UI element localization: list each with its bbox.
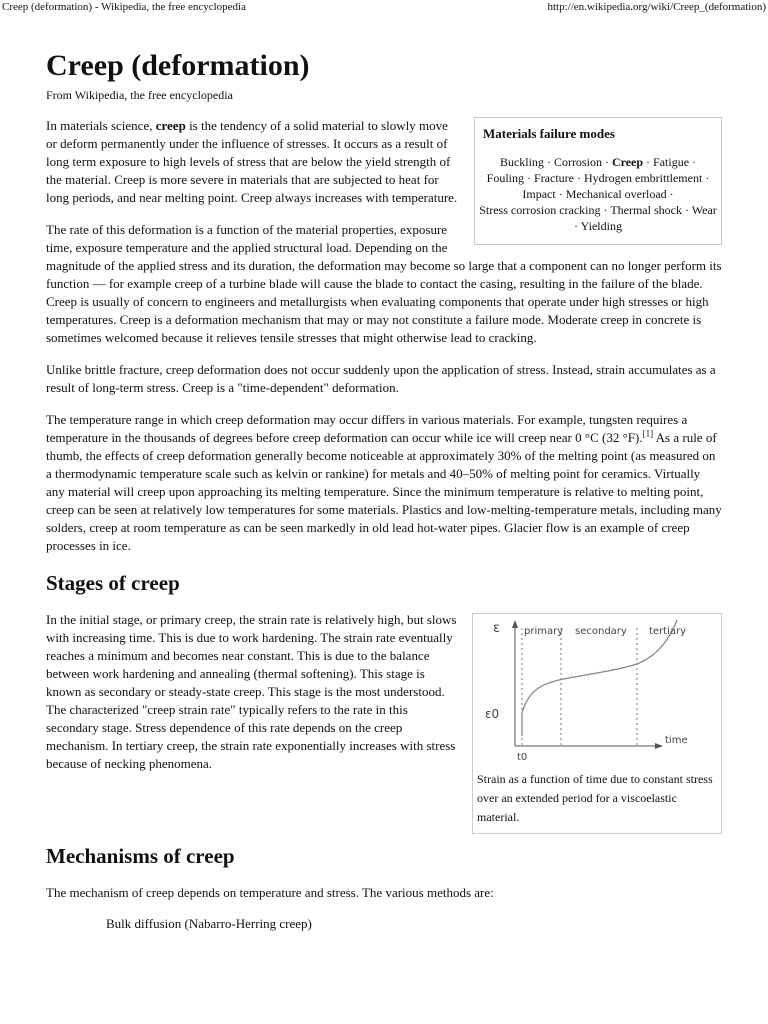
- browser-header: [0, 0, 768, 16]
- article-tagline: From Wikipedia, the free encyclopedia: [46, 88, 233, 102]
- creep-figure: [472, 613, 722, 834]
- list-item: Bulk diffusion (Nabarro-Herring creep): [106, 916, 312, 931]
- p1-bold-term: creep: [155, 118, 186, 133]
- t0-label: t0: [517, 752, 528, 763]
- y-axis-arrow: [512, 620, 518, 628]
- infobox-item[interactable]: Thermal shock: [610, 203, 682, 217]
- p1-post: is the tendency of a solid material to slowly move or deform permanently under the influence of stresses. It occurs as a result of long term exposure to high levels of stress that are below the yield strength of the material. Creep is more severe in materials that are subjected to heat for long periods, and near melting point. Creep always increases with temperature.: [46, 118, 458, 205]
- paragraph-stages: In the initial stage, or primary creep, the strain rate is relatively high, but slows with increasing time. This is due to work hardening. The strain rate eventually reaches a minimum and becomes near constant. This is due to the balance between work hardening and annealing (thermal softening). This stage is known as secondary or steady-state creep. This stage is the most understood. The characterized "creep strain rate" typically refers to the rate in this secondary stage. Stress dependence of this rate depends on the creep mechanism. In tertiary creep, the strain rate exponentially increases with stress because of necking phenomena.: [46, 612, 457, 771]
- infobox-failure-modes: [474, 117, 722, 245]
- article-content: [46, 46, 722, 932]
- section-heading-mechanisms: Mechanisms of creep: [46, 844, 235, 868]
- infobox-item[interactable]: Hydrogen embrittlement: [584, 171, 703, 185]
- reference-link[interactable]: [1]: [642, 428, 654, 439]
- infobox-item[interactable]: Corrosion: [553, 155, 602, 169]
- infobox-item[interactable]: Wear: [691, 203, 717, 217]
- figure-caption: Strain as a function of time due to constant stress over an extended period for a viscoelastic material.: [477, 772, 713, 824]
- infobox-item[interactable]: Impact: [522, 187, 556, 201]
- x-axis-label: time: [665, 735, 688, 746]
- infobox-list: Buckling · Corrosion · Creep · Fatigue · Fouling · Fracture · Hydrogen embrittlement · Impact · Mechanical overload · Stress corrosion cracking · Thermal shock · Wear · Yielding: [479, 155, 717, 233]
- infobox-title: Materials failure modes: [483, 126, 615, 141]
- paragraph-brittle: Unlike brittle fracture, creep deformation does not occur suddenly upon the application of stress. Instead, strain accumulates as a result of long-term stress. Creep is a "time-dependent" deformation.: [46, 362, 716, 395]
- infobox-item[interactable]: Fatigue: [653, 155, 690, 169]
- infobox-item[interactable]: Mechanical overload: [565, 187, 667, 201]
- y-axis-label: ε: [493, 621, 501, 636]
- infobox-item[interactable]: Fracture: [534, 171, 574, 185]
- creep-curve: [522, 620, 677, 736]
- page-title-bar: Creep (deformation) - Wikipedia, the free encyclopedia: [2, 1, 246, 13]
- p4-post: As a rule of thumb, the effects of creep deformation generally become noticeable at approximately 30% of the melting point (as measured on a thermodynamic temperature scale such as kelvin or rankine) for metals and 40–50% of melting point for ceramics. Virtually any material will creep upon approaching its melting temperature. Since the minimum temperature is relative to melting point, creep can be seen at relatively low temperatures for some materials. Plastics and low-melting-temperature metals, including many solders, creep at room temperature as can be seen markedly in old lead hot-water pipes. Glacier flow is an example of creep processes in ice.: [46, 430, 722, 553]
- infobox-item-current: Creep: [611, 155, 644, 169]
- infobox-item[interactable]: Buckling: [499, 155, 544, 169]
- article-title: Creep (deformation): [46, 49, 310, 82]
- creep-curve-chart[interactable]: [477, 618, 717, 766]
- p4-pre: The temperature range in which creep deformation may occur differs in various materials. For example, tungsten requires a temperature in the thousands of degrees before creep deformation can occur while ice will creep near 0 °C (32 °F).: [46, 412, 688, 445]
- stage-label-primary: primary: [524, 626, 564, 637]
- paragraph-mechanisms: The mechanism of creep depends on temperature and stress. The various methods are:: [46, 885, 494, 900]
- infobox-item[interactable]: Fouling: [486, 171, 525, 185]
- paragraph-temperature: [46, 411, 722, 555]
- x-axis-arrow: [655, 743, 663, 749]
- stage-label-tertiary: tertiary: [649, 626, 687, 637]
- epsilon0-label: ε0: [485, 707, 500, 721]
- stage-label-secondary: secondary: [575, 626, 627, 637]
- infobox-item[interactable]: Stress corrosion cracking: [479, 203, 601, 217]
- section-heading-stages: Stages of creep: [46, 571, 180, 595]
- page-url[interactable]: http://en.wikipedia.org/wiki/Creep_(deformation): [547, 1, 766, 13]
- p1-pre: In materials science,: [46, 118, 156, 133]
- infobox-item[interactable]: Yielding: [580, 219, 622, 233]
- paragraph-rate: The rate of this deformation is a function of the material properties, exposure time, exposure temperature and the applied structural load. Depending on the magnitude of the applied stress and its duration, the deformation may become so large that a component can no longer perform its function — for example creep of a turbine blade will cause the blade to contact the casing, resulting in the failure of the blade. Creep is usually of concern to engineers and metallurgists when evaluating components that operate under high stresses or high temperatures. Creep is a deformation mechanism that may or may not constitute a failure mode. Moderate creep in concrete is sometimes welcomed because it relieves tensile stresses that might otherwise lead to cracking.: [46, 222, 722, 345]
